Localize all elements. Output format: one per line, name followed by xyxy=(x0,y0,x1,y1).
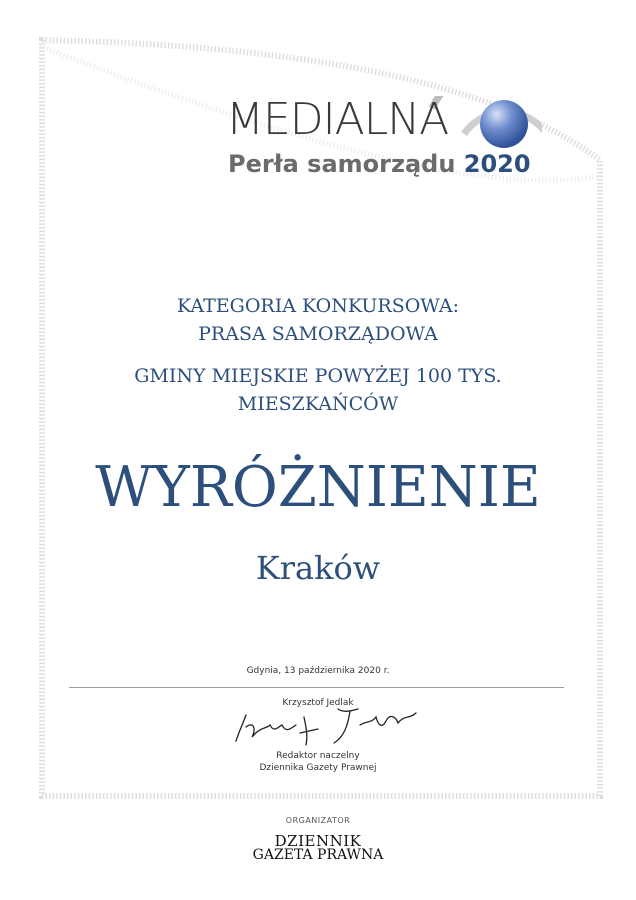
award-recipient: Kraków xyxy=(255,549,381,587)
handwritten-signature xyxy=(226,703,426,753)
category-line-3: GMINY MIEJSKIE POWYŻEJ 100 TYS. xyxy=(134,365,502,387)
organizer-logo-line-2: GAZETA PRAWNA xyxy=(252,847,384,863)
signer-name: Krzysztof Jedlak xyxy=(282,698,354,708)
category-line-1: KATEGORIA KONKURSOWA: xyxy=(177,295,459,317)
divider xyxy=(69,687,564,688)
logo-subtitle xyxy=(228,152,531,176)
category-line-2: PRASA SAMORZĄDOWA xyxy=(198,323,438,345)
award-title: WYRÓŻNIENIE xyxy=(95,455,541,520)
logo-subtitle-text: Perła samorządu xyxy=(228,150,456,178)
logo-brand: MEDIALNA xyxy=(226,94,449,145)
organizer-logo-line-1: DZIENNIK xyxy=(274,832,362,850)
organizer-label: ORGANIZATOR xyxy=(285,816,351,825)
signer-role-2: Dziennika Gazety Prawnej xyxy=(259,763,377,773)
category-line-4: MIESZKAŃCÓW xyxy=(237,393,399,415)
place-date: Gdynia, 13 października 2020 r. xyxy=(246,666,390,676)
logo-year: 2020 xyxy=(463,150,531,178)
globe-icon xyxy=(480,100,528,148)
signer-role-1: Redaktor naczelny xyxy=(276,751,360,761)
